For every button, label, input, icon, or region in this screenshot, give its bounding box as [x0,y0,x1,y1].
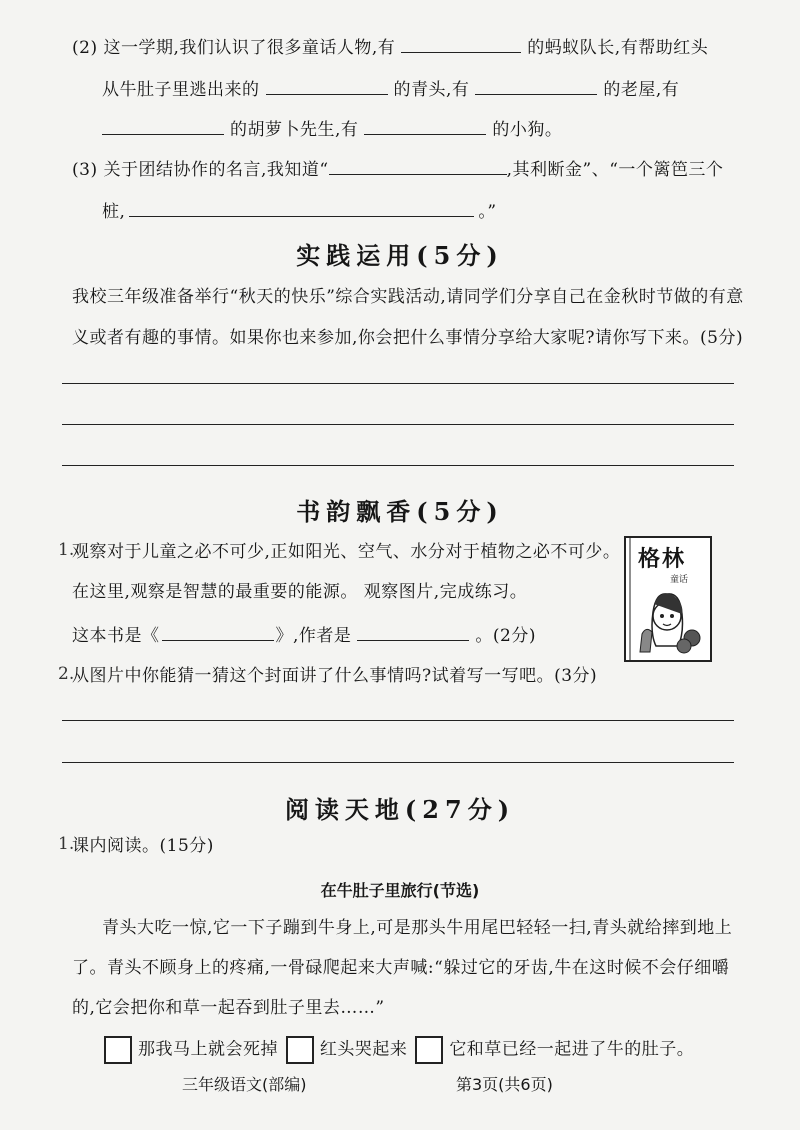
book-cover-subtitle: 童话 [670,575,689,585]
writing-line[interactable] [62,720,734,721]
books-text: 。(2分) [475,626,536,646]
practice-prompt-line-1: 我校三年级准备举行“秋天的快乐”综合实践活动,请同学们分享自己在金秋时节做的有意 [72,287,744,307]
q2-text: 的胡萝卜先生,有 [230,120,359,140]
answer-blank[interactable] [129,198,474,217]
passage-line-3: 的,它会把你和草一起吞到肚子里去……” [72,998,385,1018]
q3-line-1 [72,156,723,182]
question-number: 1. [58,540,75,560]
q2-line-1 [72,34,708,60]
ordering-option: 那我马上就会死掉 [138,1039,278,1060]
q3-text: ,其利断金”、“一个篱笆三个 [506,160,724,180]
passage-line-1: 青头大吃一惊,它一下子蹦到牛身上,可是那头牛用尾巴轻轻一扫,青头就给摔到地上 [102,918,733,938]
author-blank[interactable] [357,622,469,641]
answer-blank[interactable] [475,76,597,95]
books-q2-line: 从图片中你能猜一猜这个封面讲了什么事情吗?试着写一写吧。(3分) [72,666,598,686]
ordering-option: 它和草已经一起进了牛的肚子。 [449,1039,695,1060]
q2-line-3 [102,116,562,142]
q3-text: 。” [478,202,497,222]
answer-blank[interactable] [364,116,486,135]
q2-line-2 [102,76,679,102]
reading-q1-label: 课内阅读。(15分) [72,836,214,856]
footer-subject: 三年级语文(部编) [182,1075,307,1094]
writing-line[interactable] [62,762,734,763]
passage-line-2: 了。青头不顾身上的疼痛,一骨碌爬起来大声喊:“躲过它的牙齿,牛在这时候不会仔细嚼 [72,958,730,978]
question-number: 1. [58,834,75,854]
writing-line[interactable] [62,465,734,466]
question-number: 2. [58,664,75,684]
q2-text: 的老屋,有 [603,80,680,100]
book-title-blank[interactable] [162,622,274,641]
answer-blank[interactable] [329,156,507,175]
answer-blank[interactable] [102,116,224,135]
writing-line[interactable] [62,383,734,384]
q3-text: 桩, [102,202,126,222]
books-text: 这本书是《 [72,626,160,646]
order-box[interactable] [286,1036,314,1064]
books-text: 》,作者是 [275,626,352,646]
ordering-options [104,1036,694,1064]
q3-line-2 [102,198,497,224]
footer-page-number: 第3页(共6页) [456,1075,553,1094]
order-box[interactable] [415,1036,443,1064]
q2-text: 的小狗。 [492,120,563,140]
writing-line[interactable] [62,424,734,425]
passage-title: 在牛肚子里旅行(节选) [320,881,480,900]
q2-text: (2) 这一学期,我们认识了很多童话人物,有 [72,38,396,58]
q3-text: (3) 关于团结协作的名言,我知道“ [72,160,329,180]
answer-blank[interactable] [401,34,521,53]
answer-blank[interactable] [266,76,388,95]
section-heading-books: 书韵飘香(5分) [296,497,504,526]
practice-prompt-line-2: 义或者有趣的事情。如果你也来参加,你会把什么事情分享给大家呢?请你写下来。(5分) [72,328,744,348]
section-heading-practice: 实践运用(5分) [296,241,504,270]
books-q1-line-3 [72,622,536,648]
book-cover-image [622,534,714,664]
section-heading-reading: 阅读天地(27分) [284,795,516,824]
ordering-option: 红头哭起来 [319,1039,408,1060]
q2-text: 的蚂蚁队长,有帮助红头 [527,38,709,58]
book-cover-title: 格林 [638,546,687,572]
q2-text: 从牛肚子里逃出来的 [102,80,260,100]
q2-text: 的青头,有 [393,80,470,100]
books-q1-line-1: 观察对于儿童之必不可少,正如阳光、空气、水分对于植物之必不可少。 [72,542,621,562]
order-box[interactable] [104,1036,132,1064]
books-q1-line-2: 在这里,观察是智慧的最重要的能源。 观察图片,完成练习。 [72,582,528,602]
